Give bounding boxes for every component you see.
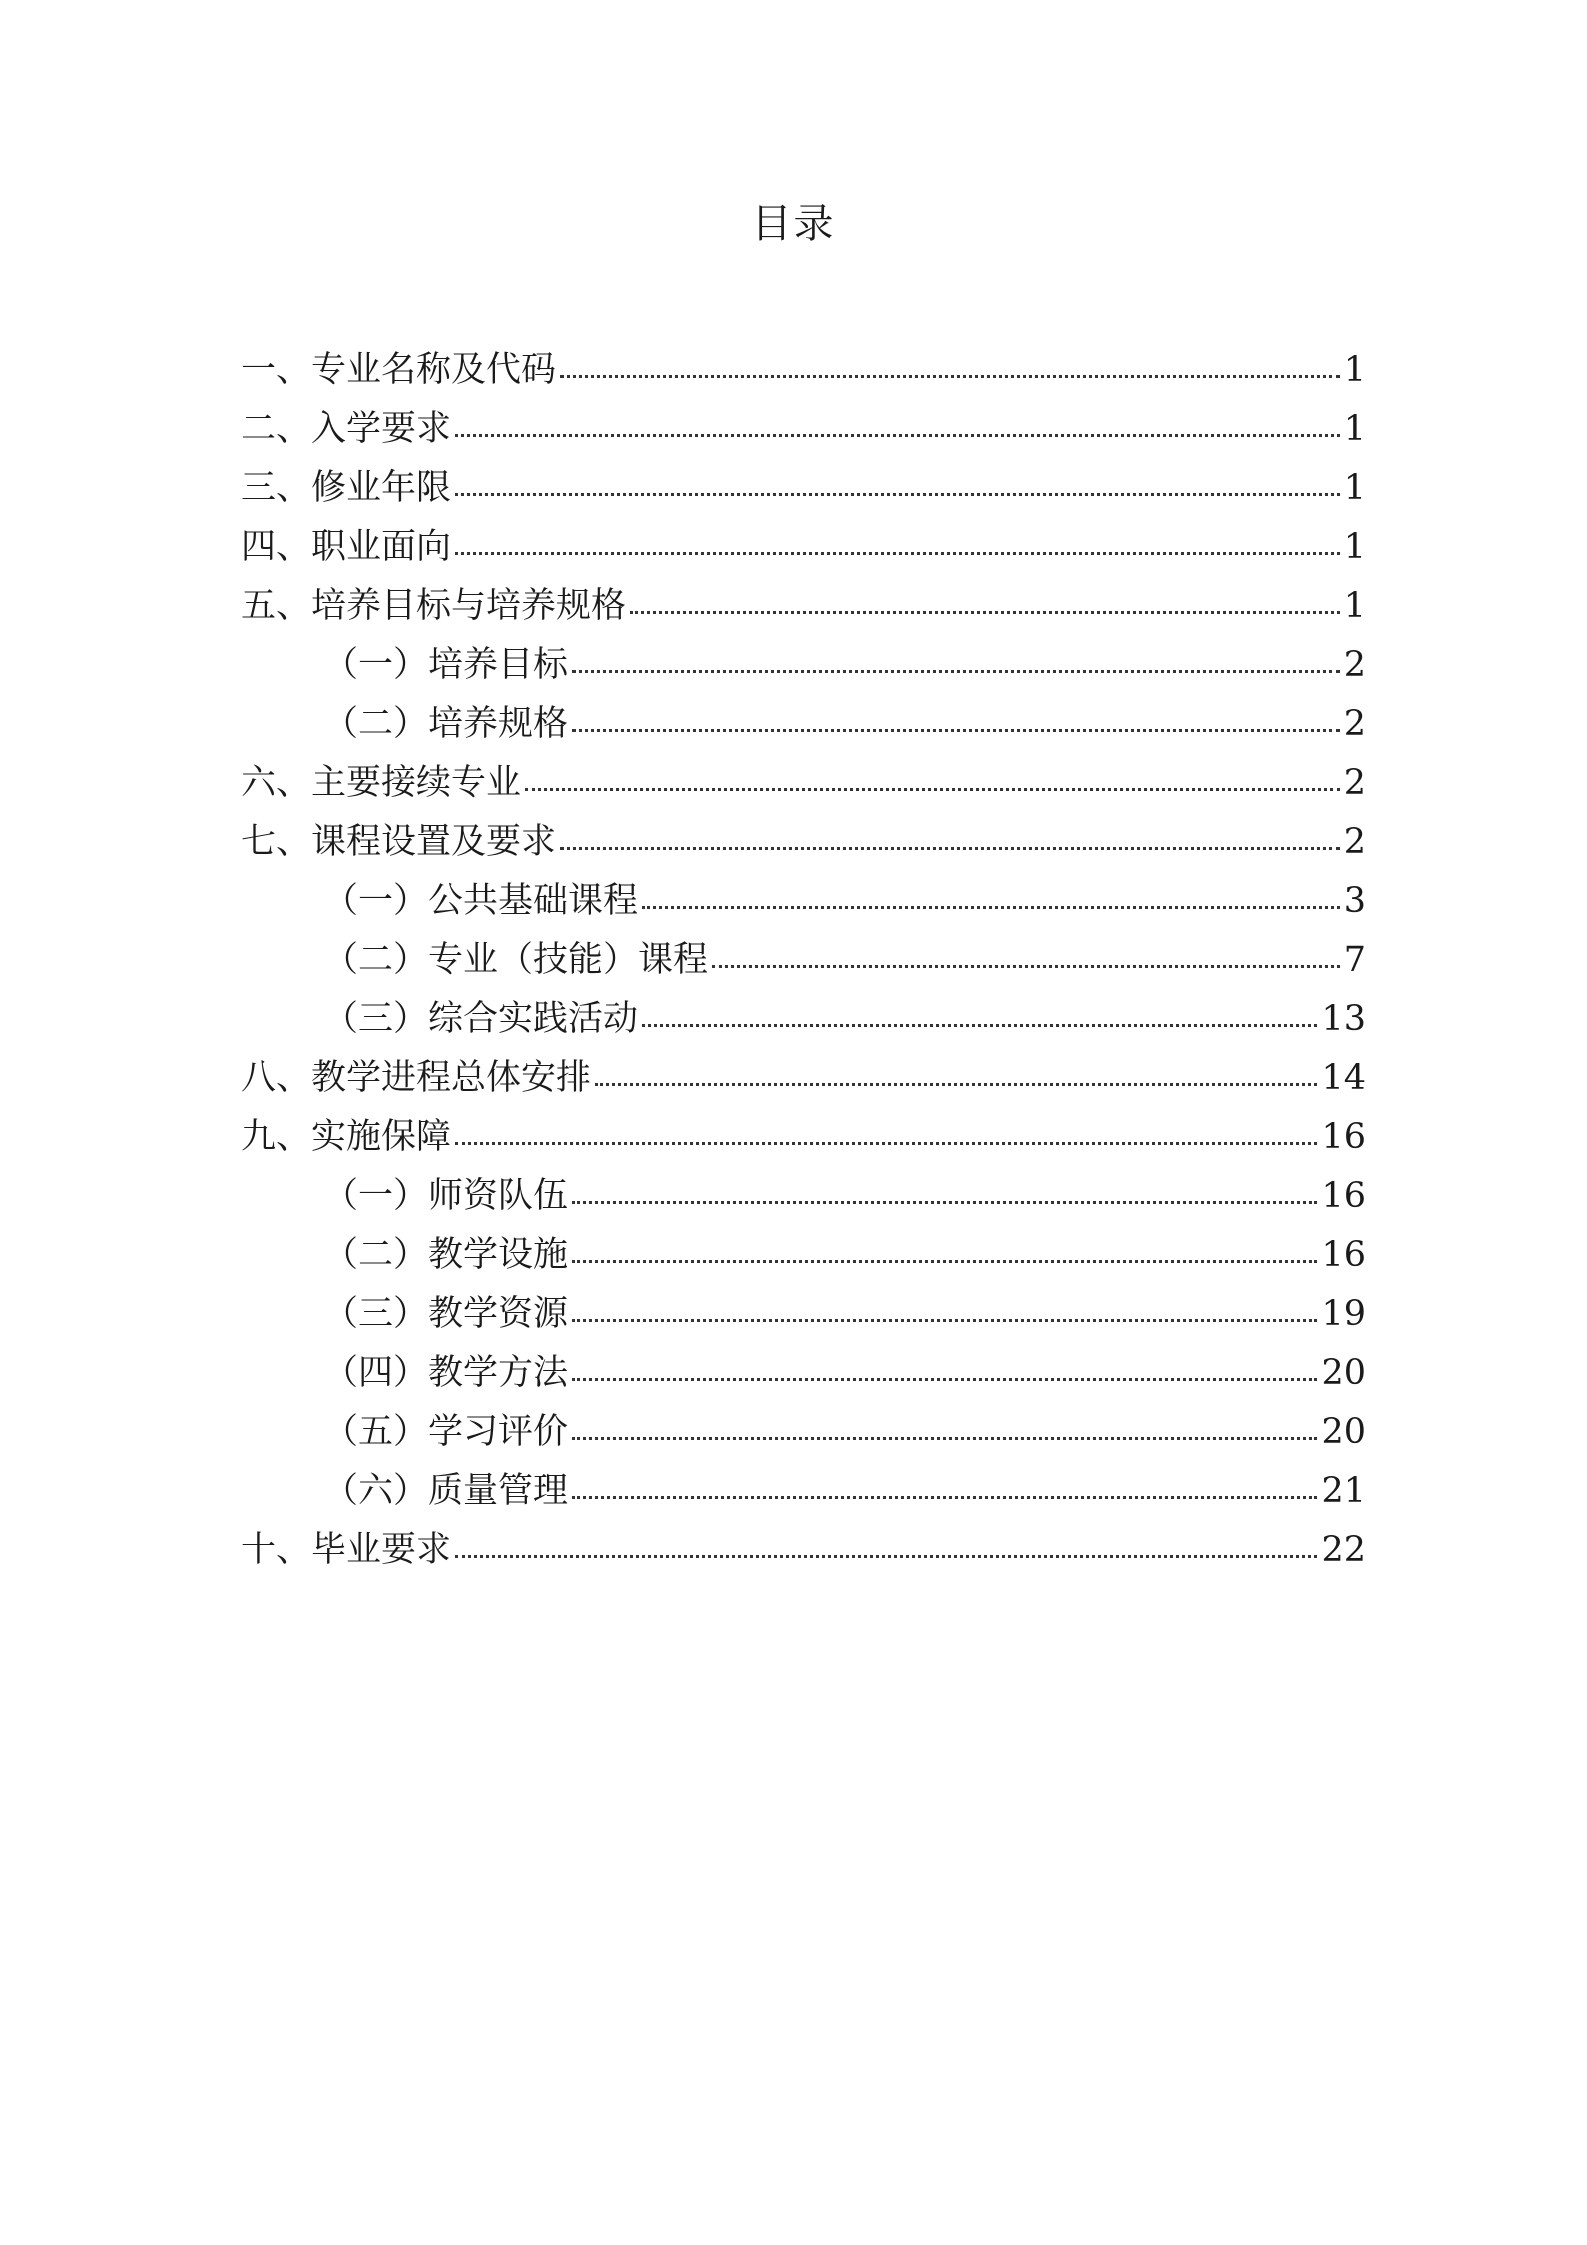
toc-entry[interactable] (241, 1521, 1366, 1580)
toc-entry-label: 二、入学要求 (241, 409, 452, 449)
toc-entry-label: 八、教学进程总体安排 (241, 1058, 592, 1098)
toc-entry-label: 七、课程设置及要求 (241, 822, 557, 862)
toc-entry-label: （一）培养目标 (323, 645, 569, 685)
toc-entry-page: 20 (1321, 1412, 1366, 1452)
toc-entry-page: 19 (1321, 1294, 1366, 1334)
toc-entry-page: 3 (1343, 881, 1366, 921)
toc-subentry[interactable] (241, 1344, 1366, 1403)
toc-entry-page: 14 (1321, 1058, 1366, 1098)
toc-entry-page: 1 (1343, 586, 1366, 626)
toc-entry-label: 五、培养目标与培养规格 (241, 586, 627, 626)
dot-leader (572, 728, 1340, 732)
dot-leader (572, 1495, 1317, 1499)
toc-entry-label: 三、修业年限 (241, 468, 452, 508)
dot-leader (572, 669, 1340, 673)
toc-entry-page: 1 (1343, 409, 1366, 449)
toc-entry-page: 7 (1343, 940, 1366, 980)
dot-leader (455, 492, 1340, 496)
toc-entry[interactable] (241, 813, 1366, 872)
toc-entry-page: 2 (1343, 645, 1366, 685)
dot-leader (572, 1318, 1317, 1322)
toc-entry[interactable] (241, 577, 1366, 636)
toc-subentry[interactable] (241, 1462, 1366, 1521)
toc-entry-page: 1 (1343, 468, 1366, 508)
toc-subentry[interactable] (241, 695, 1366, 754)
toc-subentry[interactable] (241, 931, 1366, 990)
toc-entry-label: （一）公共基础课程 (323, 881, 639, 921)
toc-subentry[interactable] (241, 990, 1366, 1049)
dot-leader (572, 1200, 1317, 1204)
toc-entry[interactable] (241, 754, 1366, 813)
toc-entry-page: 20 (1321, 1353, 1366, 1393)
page-title: 目录 (751, 201, 836, 247)
toc-entry[interactable] (241, 1049, 1366, 1108)
toc-entry[interactable] (241, 400, 1366, 459)
toc-entry-page: 16 (1321, 1117, 1366, 1157)
dot-leader (455, 551, 1340, 555)
dot-leader (572, 1259, 1317, 1263)
dot-leader (455, 1141, 1317, 1145)
toc-entry-page: 22 (1321, 1530, 1366, 1570)
toc-entry-label: （六）质量管理 (323, 1471, 569, 1511)
toc-entry[interactable] (241, 1108, 1366, 1167)
toc-entry-label: 九、实施保障 (241, 1117, 452, 1157)
toc-entry-page: 2 (1343, 822, 1366, 862)
toc-subentry[interactable] (241, 1226, 1366, 1285)
dot-leader (560, 374, 1340, 378)
toc-entry-page: 2 (1343, 704, 1366, 744)
toc-entry-page: 13 (1321, 999, 1366, 1039)
toc-entry-label: 六、主要接续专业 (241, 763, 522, 803)
toc-entry-label: （二）教学设施 (323, 1235, 569, 1275)
toc-entry[interactable] (241, 459, 1366, 518)
toc-subentry[interactable] (241, 636, 1366, 695)
dot-leader (525, 787, 1340, 791)
dot-leader (642, 905, 1340, 909)
toc-subentry[interactable] (241, 1285, 1366, 1344)
dot-leader (572, 1377, 1317, 1381)
toc-entry-label: 十、毕业要求 (241, 1530, 452, 1570)
toc-subentry[interactable] (241, 1403, 1366, 1462)
toc-entry-label: 一、专业名称及代码 (241, 350, 557, 390)
toc-entry-page: 21 (1321, 1471, 1366, 1511)
toc-entry[interactable] (241, 518, 1366, 577)
dot-leader (712, 964, 1340, 968)
dot-leader (560, 846, 1340, 850)
table-of-contents (241, 341, 1366, 1580)
toc-entry-label: （二）培养规格 (323, 704, 569, 744)
toc-entry-page: 1 (1343, 527, 1366, 567)
toc-entry-page: 16 (1321, 1176, 1366, 1216)
toc-entry-label: （一）师资队伍 (323, 1176, 569, 1216)
dot-leader (595, 1082, 1317, 1086)
toc-entry-page: 1 (1343, 350, 1366, 390)
toc-entry-label: （四）教学方法 (323, 1353, 569, 1393)
toc-entry-page: 2 (1343, 763, 1366, 803)
toc-subentry[interactable] (241, 872, 1366, 931)
toc-subentry[interactable] (241, 1167, 1366, 1226)
dot-leader (642, 1023, 1317, 1027)
toc-entry-label: 四、职业面向 (241, 527, 452, 567)
toc-entry[interactable] (241, 341, 1366, 400)
dot-leader (455, 1554, 1317, 1558)
toc-entry-label: （五）学习评价 (323, 1412, 569, 1452)
dot-leader (455, 433, 1340, 437)
toc-entry-label: （二）专业（技能）课程 (323, 940, 709, 980)
toc-entry-label: （三）综合实践活动 (323, 999, 639, 1039)
toc-entry-page: 16 (1321, 1235, 1366, 1275)
dot-leader (630, 610, 1340, 614)
toc-entry-label: （三）教学资源 (323, 1294, 569, 1334)
dot-leader (572, 1436, 1317, 1440)
